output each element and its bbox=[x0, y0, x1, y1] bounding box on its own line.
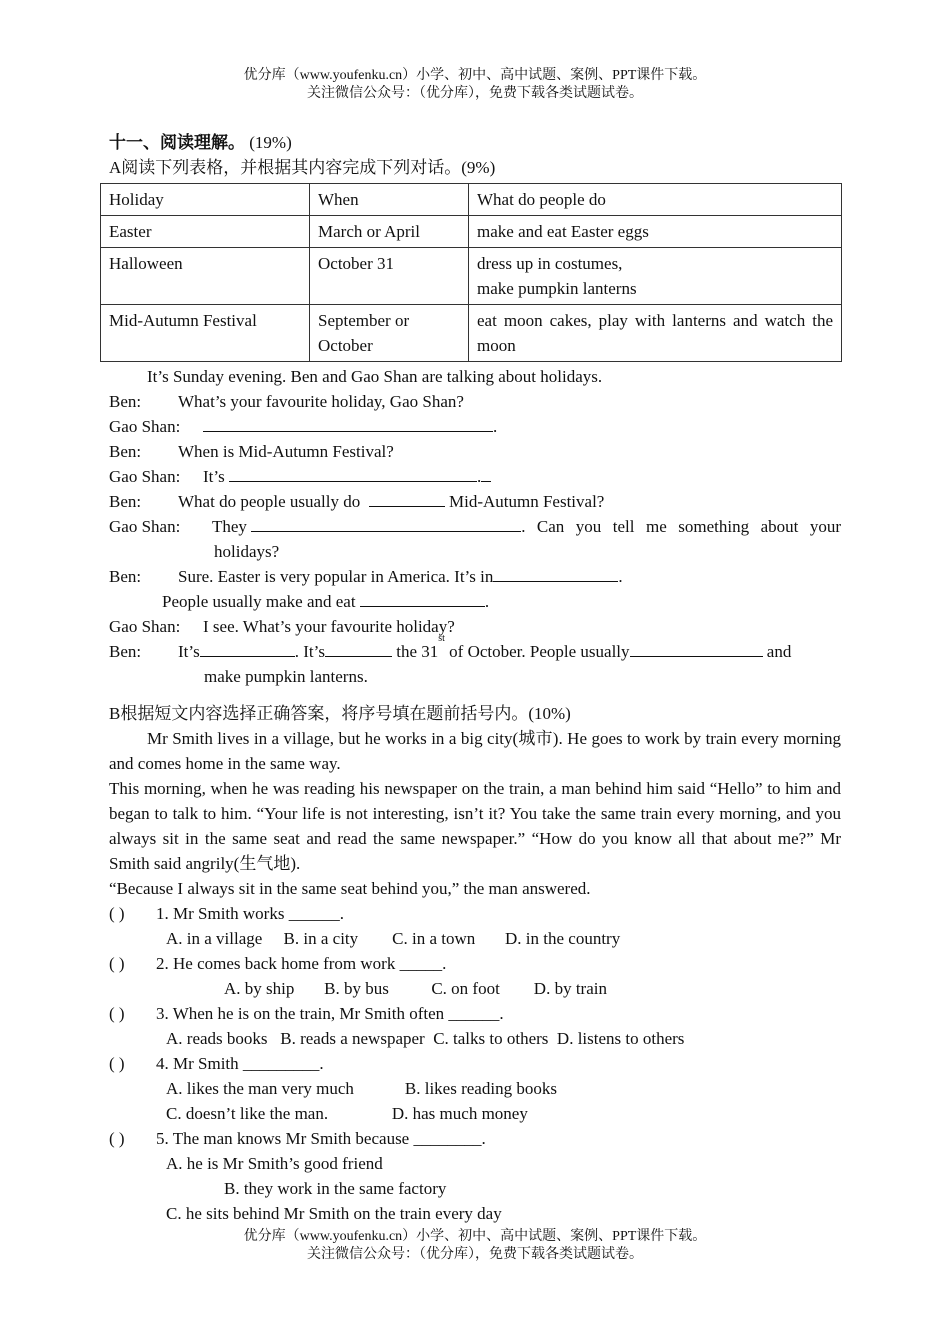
answer-paren[interactable]: ( ) bbox=[109, 1129, 125, 1148]
answer-blank[interactable] bbox=[360, 589, 485, 607]
dialogue-line: Gao Shan: They . Can you tell me something about your bbox=[109, 514, 841, 539]
table-row bbox=[101, 216, 842, 248]
header-line-2: 关注微信公众号：（优分库），免费下载各类试题试卷。 bbox=[307, 86, 643, 101]
question-options: C. he sits behind Mr Smith on the train every day bbox=[166, 1204, 502, 1223]
answer-blank[interactable] bbox=[369, 489, 445, 507]
question-options: A. in a village B. in a city C. in a town D. in the country bbox=[166, 929, 621, 948]
answer-paren[interactable]: ( ) bbox=[109, 904, 125, 923]
table-cell: dress up in costumes, make pumpkin lanterns bbox=[469, 248, 842, 305]
question-options: A. by ship B. by bus C. on foot D. by train bbox=[224, 979, 607, 998]
dialogue-line: Ben: It’s . It’s the 31 st of October. People usually and bbox=[109, 633, 792, 661]
passage-paragraph: “Because I always sit in the same seat behind you,” the man answered. bbox=[109, 879, 591, 898]
table-cell: eat moon cakes, play with lanterns and watch the moon bbox=[469, 305, 842, 362]
question-options: C. doesn’t like the man. D. has much money bbox=[166, 1104, 528, 1123]
question: ( ) 4. Mr Smith _________. bbox=[109, 1051, 841, 1076]
answer-blank[interactable] bbox=[200, 639, 295, 657]
question: ( ) 2. He comes back home from work _____. bbox=[109, 951, 841, 976]
dialogue-line: Ben: When is Mid-Autumn Festival? bbox=[109, 442, 394, 461]
answer-blank[interactable] bbox=[325, 639, 392, 657]
dialogue-line: Gao Shan: I see. What’s your favourite holiday? bbox=[109, 617, 455, 636]
answer-blank[interactable] bbox=[203, 414, 493, 432]
holiday-table bbox=[100, 183, 842, 362]
table-cell: March or April bbox=[310, 216, 469, 248]
question-options: A. reads books B. reads a newspaper C. talks to others D. listens to others bbox=[166, 1029, 685, 1048]
dialogue-line: Gao Shan: It’s . bbox=[109, 464, 841, 489]
part-a-instruction: A阅读下列表格，并根据其内容完成下列对话。(9%) bbox=[109, 158, 496, 177]
question-options: A. likes the man very much B. likes reading books bbox=[166, 1079, 557, 1098]
question: ( ) 5. The man knows Mr Smith because ________. bbox=[109, 1126, 841, 1151]
part-b-instruction: B根据短文内容选择正确答案，将序号填在题前括号内。(10%) bbox=[109, 704, 571, 723]
table-cell: September or October bbox=[310, 305, 469, 362]
dialogue-line-cont: make pumpkin lanterns. bbox=[204, 667, 368, 686]
question: ( ) 3. When he is on the train, Mr Smith often ______. bbox=[109, 1001, 841, 1026]
answer-blank[interactable] bbox=[630, 639, 763, 657]
table-cell: Halloween bbox=[101, 248, 310, 305]
answer-blank[interactable] bbox=[251, 514, 521, 532]
answer-blank[interactable] bbox=[493, 564, 618, 582]
footer-line-1: 优分库（www.youfenku.cn）小学、初中、高中试题、案例、PPT课件下载。 bbox=[243, 1229, 707, 1244]
table-cell: make and eat Easter eggs bbox=[469, 216, 842, 248]
table-cell: October 31 bbox=[310, 248, 469, 305]
dialogue-line: Ben: What’s your favourite holiday, Gao Shan? bbox=[109, 392, 464, 411]
table-cell: Easter bbox=[101, 216, 310, 248]
table-header-cell: When bbox=[310, 184, 469, 216]
table-header-row bbox=[101, 184, 842, 216]
table-header-cell: Holiday bbox=[101, 184, 310, 216]
header-line-1: 优分库（www.youfenku.cn）小学、初中、高中试题、案例、PPT课件下载。 bbox=[243, 68, 707, 83]
answer-paren[interactable]: ( ) bbox=[109, 1054, 125, 1073]
dialogue-line: Gao Shan: . bbox=[109, 414, 841, 439]
document-body bbox=[109, 130, 841, 1226]
page-header bbox=[0, 67, 950, 103]
page-footer bbox=[0, 1228, 950, 1264]
passage-paragraph: This morning, when he was reading his newspaper on the train, a man behind him said “Hello” to him and began to talk to him. “Your life is not interesting, isn’t it? You take the same train every morning, and you always sit in the same seat and read the same newspaper.” “How do you know all that about me?” Mr Smith said angrily(生气地). bbox=[109, 779, 841, 873]
answer-blank[interactable] bbox=[229, 464, 477, 482]
section-title: 十一、阅读理解。 (19%) bbox=[109, 133, 292, 152]
table-row bbox=[101, 305, 842, 362]
answer-paren[interactable]: ( ) bbox=[109, 1004, 125, 1023]
passage-paragraph: Mr Smith lives in a village, but he works in a big city(城市). He goes to work by train every morning and comes home in the same way. bbox=[109, 729, 841, 773]
question-options: A. he is Mr Smith’s good friend bbox=[166, 1154, 383, 1173]
dialogue-line-cont: holidays? bbox=[214, 542, 280, 561]
question-options: B. they work in the same factory bbox=[224, 1179, 447, 1198]
dialogue-line: Ben: What do people usually do Mid-Autumn Festival? bbox=[109, 489, 841, 514]
table-header-cell: What do people do bbox=[469, 184, 842, 216]
table-cell: Mid-Autumn Festival bbox=[101, 305, 310, 362]
dialogue-line: Ben: Sure. Easter is very popular in America. It’s in . bbox=[109, 564, 841, 589]
dialogue-line-cont: People usually make and eat . bbox=[109, 589, 841, 614]
dialogue-intro: It’s Sunday evening. Ben and Gao Shan are talking about holidays. bbox=[147, 367, 603, 386]
footer-line-2: 关注微信公众号：（优分库），免费下载各类试题试卷。 bbox=[307, 1247, 643, 1262]
answer-paren[interactable]: ( ) bbox=[109, 954, 125, 973]
table-row bbox=[101, 248, 842, 305]
question: ( ) 1. Mr Smith works ______. bbox=[109, 901, 841, 926]
